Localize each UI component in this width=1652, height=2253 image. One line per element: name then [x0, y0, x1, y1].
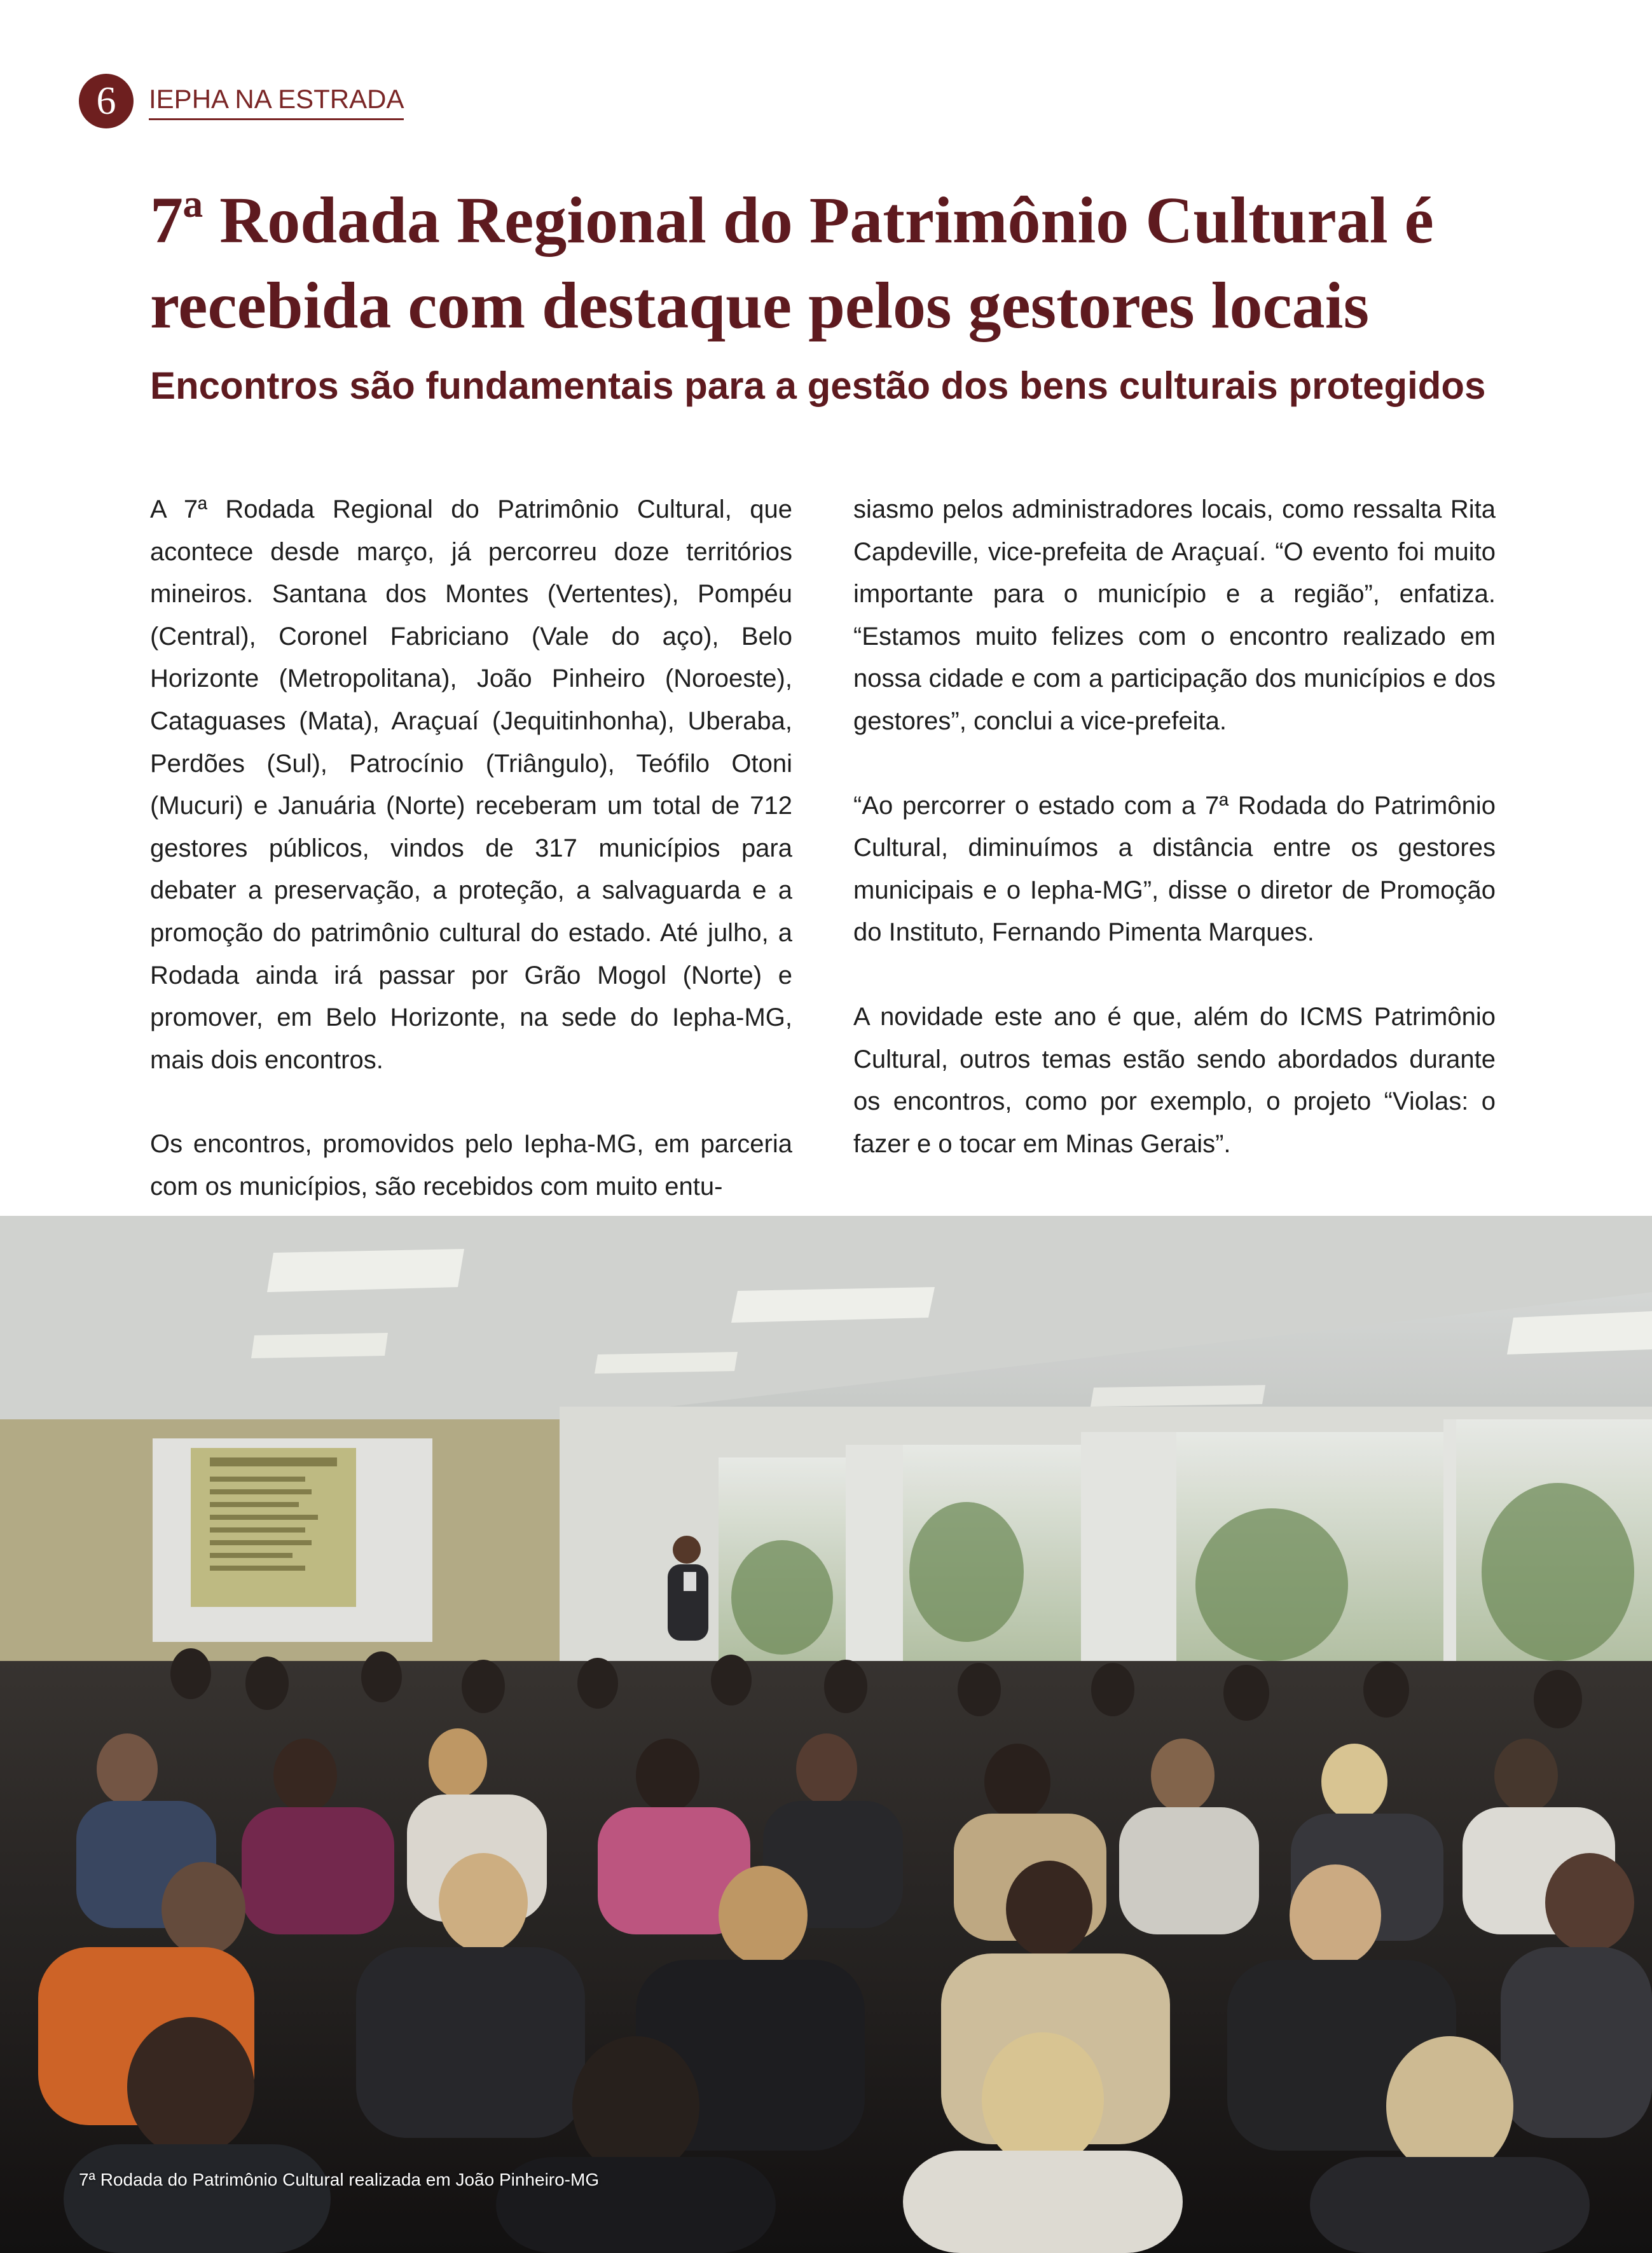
photo-caption: 7ª Rodada do Patrimônio Cultural realizada em João Pinheiro-MG	[79, 2170, 600, 2189]
paragraph: A 7ª Rodada Regional do Patrimônio Cultural, que acontece desde março, já percorreu doze territórios mineiros. Santana dos Montes (Vertentes), Pompéu (Central), Coronel Fabriciano (Vale do aço), Belo Horizonte (Metropolitana), João Pinheiro (Noroeste), Cataguases (Mata), Araçuaí (Jequitinhonha), Uberaba, Perdões (Sul), Patrocínio (Triângulo), Teófilo Otoni (Mucuri) e Januária (Norte) receberam um total de 712 gestores públicos, vindos de 317 municípios para debater a preservação, a proteção, a salvaguarda e a promoção do patrimônio cultural do estado. Até julho, a Rodada ainda irá passar por Grão Mogol (Norte) e promover, em Belo Horizonte, na sede do Iepha-MG, mais dois encontros.	[150, 495, 792, 1074]
paragraph: siasmo pelos administradores locais, como ressalta Rita Capdeville, vice-prefeita de Araçuaí. “O evento foi muito importante para o município e a região”, enfatiza. “Estamos muito felizes com o encontro realizado em nossa cidade e com a participação dos municípios e dos gestores”, conclui a vice-prefeita.	[853, 495, 1496, 735]
paragraph: “Ao percorrer o estado com a 7ª Rodada do Patrimônio Cultural, diminuímos a distância entre os gestores municipais e o Iepha-MG”, disse o diretor de Promoção do Instituto, Fernando Pimenta Marques.	[853, 791, 1496, 947]
article-subtitle: Encontros são fundamentais para a gestão dos bens culturais protegidos	[150, 364, 1486, 407]
page-number: 6	[79, 74, 134, 128]
event-photo	[0, 1216, 1652, 2253]
left-column	[150, 488, 792, 1250]
paragraph: Os encontros, promovidos pelo Iepha-MG, em parceria com os municípios, são recebidos com muito entu-	[150, 1130, 792, 1201]
audience-illustration	[0, 1216, 1652, 2253]
article-title: 7ª Rodada Regional do Patrimônio Cultural é recebida com destaque pelos gestores locais	[150, 184, 1434, 342]
paragraph: A novidade este ano é que, além do ICMS Patrimônio Cultural, outros temas estão sendo abordados durante os encontros, como por exemplo, o projeto “Violas: o fazer e o tocar em Minas Gerais”.	[853, 1002, 1496, 1158]
right-column	[853, 488, 1496, 1207]
section-label: IEPHA NA ESTRADA	[149, 83, 404, 120]
